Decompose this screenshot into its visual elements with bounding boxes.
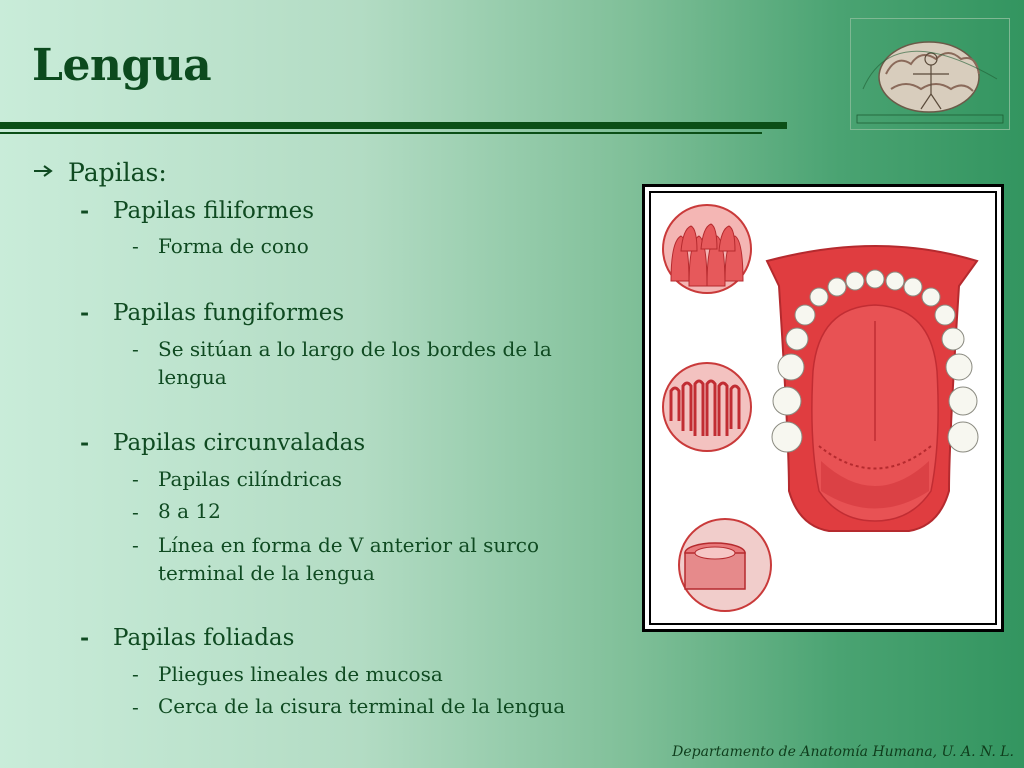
group-label: Papilas fungiformes bbox=[113, 300, 345, 326]
title-underline-thick bbox=[0, 122, 787, 129]
dash-icon: - bbox=[132, 234, 139, 258]
group-item: Línea en forma de V anterior al surco bbox=[158, 533, 540, 557]
dash-icon: - bbox=[132, 695, 139, 719]
group-item: Se sitúan a lo largo de los bordes de la bbox=[158, 337, 552, 361]
dash-icon: - bbox=[80, 625, 90, 651]
arrow-right-icon bbox=[32, 160, 54, 182]
dash-icon: - bbox=[132, 500, 139, 524]
brain-logo-icon bbox=[851, 19, 1009, 129]
dash-icon: - bbox=[80, 430, 90, 456]
slide-title: Lengua bbox=[32, 40, 212, 91]
group-item: Cerca de la cisura terminal de la lengua bbox=[158, 694, 566, 718]
dash-icon: - bbox=[132, 533, 139, 557]
group-item: Pliegues lineales de mucosa bbox=[158, 662, 443, 686]
tongue-papillae-illustration bbox=[649, 191, 997, 625]
dash-icon: - bbox=[80, 198, 90, 224]
group-item: 8 a 12 bbox=[158, 499, 221, 523]
main-bullet-text: Papilas: bbox=[68, 158, 167, 187]
group-label: Papilas foliadas bbox=[113, 625, 295, 651]
dash-icon: - bbox=[80, 300, 90, 326]
group-item: lengua bbox=[158, 365, 227, 389]
dash-icon: - bbox=[132, 662, 139, 686]
dash-icon: - bbox=[132, 337, 139, 361]
tongue-illustration-frame bbox=[642, 184, 1004, 632]
group-label: Papilas circunvaladas bbox=[113, 430, 366, 456]
group-item: Forma de cono bbox=[158, 234, 309, 258]
footer-credit: Departamento de Anatomía Humana, U. A. N. L. bbox=[672, 744, 1014, 760]
department-logo bbox=[850, 18, 1010, 130]
group-label: Papilas filiformes bbox=[113, 198, 315, 224]
group-item: Papilas cilíndricas bbox=[158, 467, 343, 491]
dash-icon: - bbox=[132, 467, 139, 491]
group-item: terminal de la lengua bbox=[158, 561, 375, 585]
title-underline-thin bbox=[0, 132, 762, 134]
